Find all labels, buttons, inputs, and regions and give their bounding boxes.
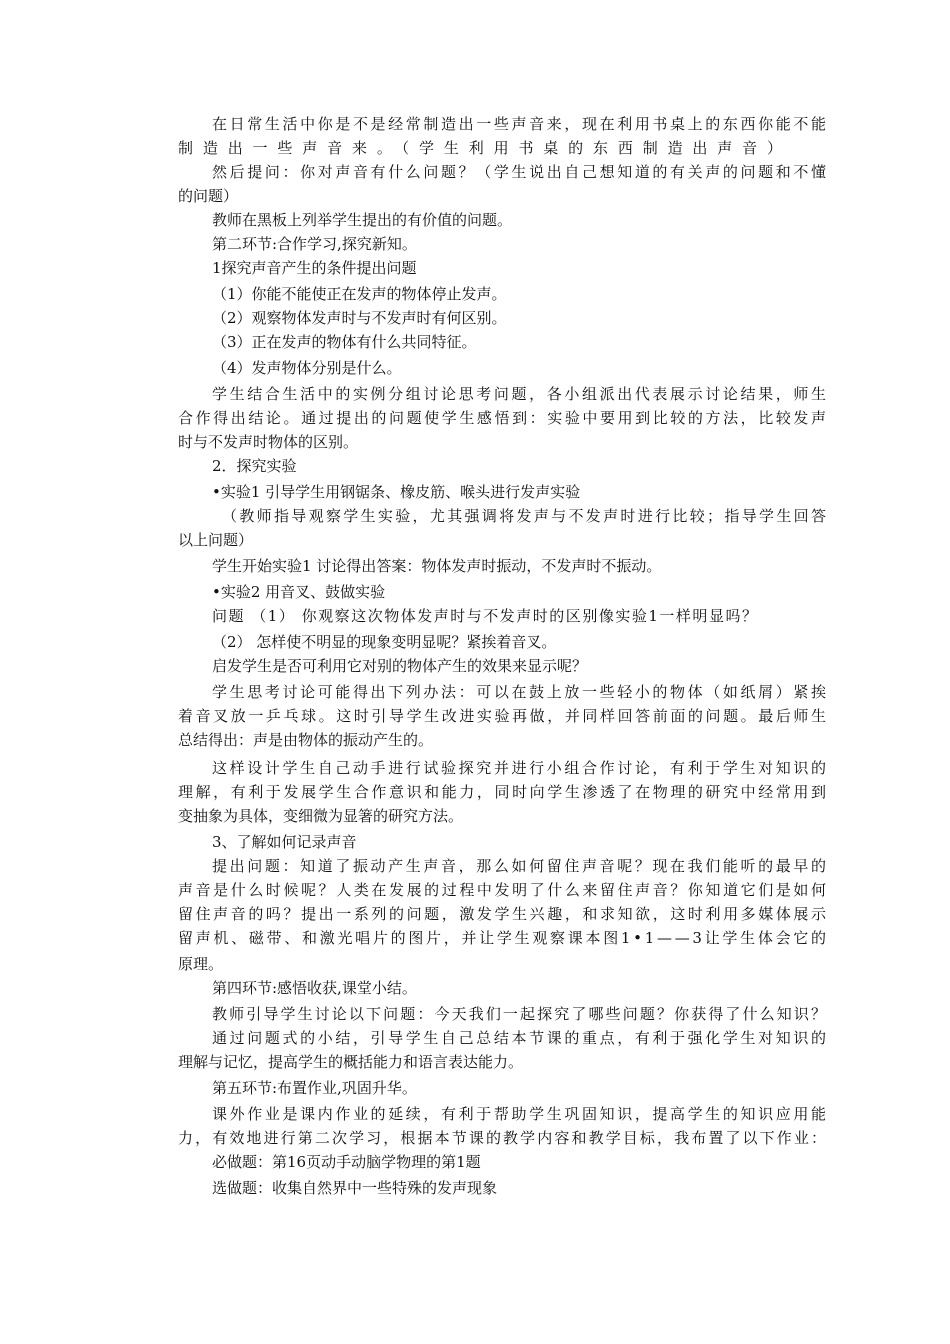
text-line-content: （2）观察物体发声时与不发声时有何区别。 <box>212 309 507 327</box>
text-line-content: （4）发声物体分别是什么。 <box>212 359 402 377</box>
text-line-content: 的问题） <box>178 187 239 205</box>
text-line-content: 教师在黑板上列举学生提出的有价值的问题。 <box>212 211 513 229</box>
text-line-content: 3、了解如何记录声音 <box>212 833 357 851</box>
text-line-content: 启发学生是否可利用它对别的物体产生的效果来显示呢？ <box>212 657 588 675</box>
text-line-content: 在日常生活中你是不是经常制造出一些声音来，现在利用书桌上的东西你能不能 <box>212 115 829 133</box>
text-line-content: 第二环节:合作学习,探究新知。 <box>212 235 417 253</box>
text-line-content: 学生结合生活中的实例分组讨论思考问题，各小组派出代表展示讨论结果，师生 <box>212 385 829 403</box>
text-line-content: 力，有效地进行第二次学习，根据本节课的教学内容和教学目标，我布置了以下作业： <box>178 1129 829 1147</box>
text-line-content: 理解，有利于发展学生合作意识和能力，同时向学生渗透了在物理的研究中经常用到 <box>178 783 829 801</box>
text-line-content: 理解与记忆，提高学生的概括能力和语言表达能力。 <box>178 1053 524 1071</box>
text-line-content: 问题 （1） 你观察这次物体发声时与不发声时的区别像实验1一样明显吗？ <box>212 607 759 625</box>
text-line-content: 选做题：收集自然界中一些特殊的发声现象 <box>212 1179 498 1197</box>
text-line-content: （2） 怎样使不明显的现象变明显呢？紧挨着音叉。 <box>212 633 557 651</box>
text-line-content: 教师引导学生讨论以下问题：今天我们一起探究了哪些问题？你获得了什么知识？ <box>212 1005 829 1023</box>
text-line-content: 课外作业是课内作业的延续，有利于帮助学生巩固知识，提高学生的知识应用能 <box>212 1105 829 1123</box>
text-line-content: 着音叉放一乒乓球。这时引导学生改进实验再做，并同样回答前面的问题。最后师生 <box>178 707 829 725</box>
text-line-content: 学生开始实验1 讨论得出答案：物体发声时振动，不发声时不振动。 <box>212 557 662 575</box>
text-line-content: 1探究声音产生的条件提出问题 <box>212 259 417 277</box>
text-line-content: 制造出一些声音来。（学生利用书桌的东西制造出声音） <box>178 139 792 157</box>
text-line-content: 留声机、磁带、和激光唱片的图片，并让学生观察课本图1•1——3让学生体会它的 <box>178 929 829 947</box>
text-line-content: 学生思考讨论可能得出下列办法：可以在鼓上放一些轻小的物体（如纸屑）紧挨 <box>212 683 829 701</box>
text-line-content: （教师指导观察学生实验，尤其强调将发声与不发声时进行比较；指导学生回答 <box>222 507 829 525</box>
text-line-content: 必做题：第16页动手动脑学物理的第1题 <box>212 1153 481 1171</box>
text-line-content: 以上问题） <box>178 531 254 549</box>
text-line-content: 总结得出：声是由物体的振动产生的。 <box>178 731 434 749</box>
text-line-content: （1）你能不能使正在发声的物体停止发声。 <box>212 285 507 303</box>
text-line-content: 原理。 <box>178 955 224 973</box>
text-line-content: 第五环节:布置作业,巩固升华。 <box>212 1079 417 1097</box>
text-line-content: 这样设计学生自己动手进行试验探究并进行小组合作讨论，有利于学生对知识的 <box>212 759 829 777</box>
text-line-content: 通过问题式的小结，引导学生自己总结本节课的重点，有利于强化学生对知识的 <box>212 1029 829 1047</box>
text-line-content: 合作得出结论。通过提出的问题使学生感悟到：实验中要用到比较的方法，比较发声 <box>178 409 829 427</box>
text-line-content: 留住声音的吗？提出一系列的问题，激发学生兴趣，和求知欲，这时利用多媒体展示 <box>178 905 829 923</box>
text-line-content: 然后提问：你对声音有什么问题？（学生说出自己想知道的有关声的问题和不懂 <box>212 163 829 181</box>
text-line-content: （3）正在发声的物体有什么共同特征。 <box>212 333 477 351</box>
text-line-content: 变抽象为具体，变细微为显箸的研究方法。 <box>178 807 464 825</box>
text-line-content: 提出问题：知道了振动产生声音，那么如何留住声音呢？现在我们能听的最早的 <box>212 857 829 875</box>
text-line-content: 2．探究实验 <box>212 457 297 475</box>
text-line-content: 第四环节:感悟收获,课堂小结。 <box>212 979 417 997</box>
text-line-content: •实验2 用音叉、鼓做实验 <box>212 583 386 601</box>
text-line-content: 时与不发声时物体的区别。 <box>178 433 359 451</box>
text-line-content: •实验1 引导学生用钢锯条、橡皮筋、喉头进行发声实验 <box>212 483 581 501</box>
text-line-content: 声音是什么时候呢？人类在发展的过程中发明了什么来留住声音？你知道它们是如何 <box>178 881 829 899</box>
